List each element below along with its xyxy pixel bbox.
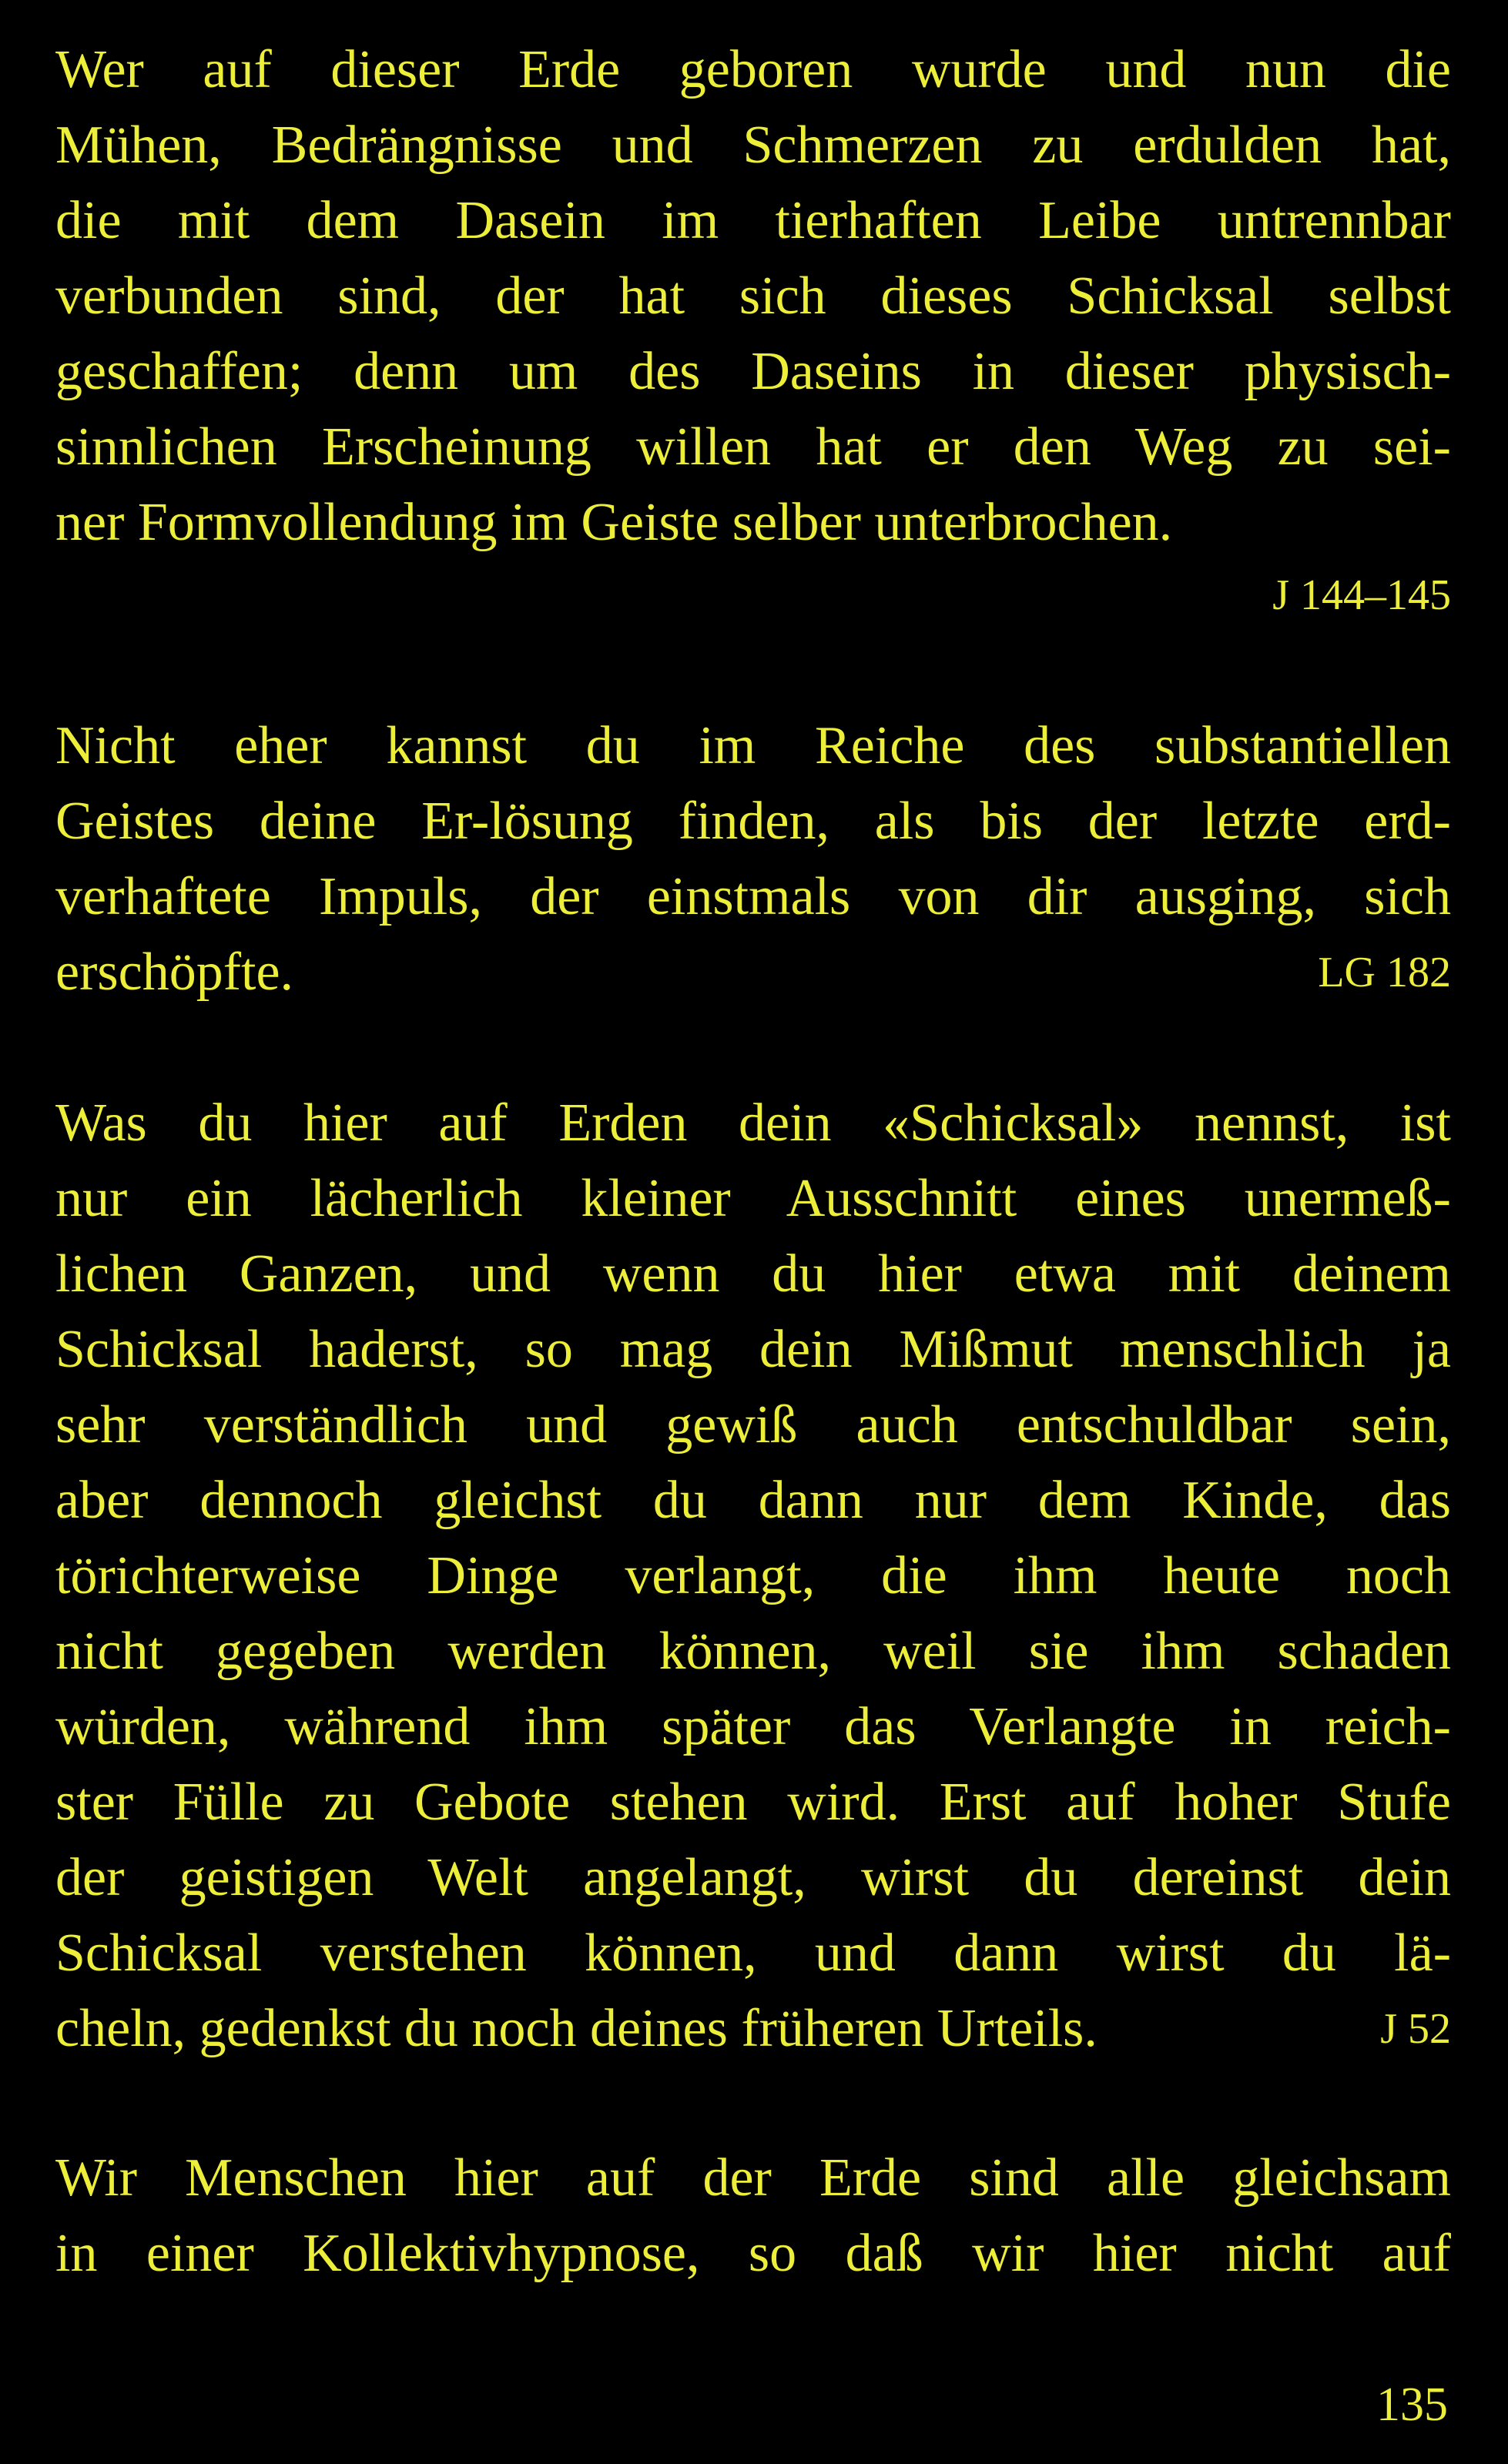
paragraph-1 bbox=[55, 32, 1451, 561]
text-line: Mühen, Bedrängnisse und Schmerzen zu erdulden hat, bbox=[55, 116, 1451, 175]
source-reference: J 52 bbox=[1380, 2005, 1451, 2053]
text-line: törichterweise Dinge verlangt, die ihm heute noch bbox=[55, 1546, 1451, 1605]
source-reference: LG 182 bbox=[1318, 949, 1451, 996]
text-line: verhaftete Impuls, der einstmals von dir ausging, sich bbox=[55, 867, 1451, 926]
source-reference: J 144–145 bbox=[1272, 571, 1451, 619]
text-line: sinnlichen Erscheinung willen hat er den Weg zu sei- bbox=[55, 417, 1451, 477]
text-line: verbunden sind, der hat sich dieses Schicksal selbst bbox=[55, 266, 1451, 326]
text-line: nicht gegeben werden können, weil sie ihm schaden bbox=[55, 1622, 1451, 1681]
text-line: geschaffen; denn um des Daseins in dieser physisch- bbox=[55, 342, 1451, 401]
text-line: ster Fülle zu Gebote stehen wird. Erst auf hoher Stufe bbox=[55, 1773, 1451, 1832]
page-number: 135 bbox=[1376, 2379, 1448, 2431]
text-line-content: cheln, gedenkst du noch deines früheren Urteils. bbox=[55, 1999, 1097, 2058]
text-line: die mit dem Dasein im tierhaften Leibe untrennbar bbox=[55, 191, 1451, 250]
text-line bbox=[55, 1991, 1451, 2067]
text-line: der geistigen Welt angelangt, wirst du dereinst dein bbox=[55, 1848, 1451, 1907]
text-line bbox=[55, 935, 1451, 1010]
paragraph-2 bbox=[55, 708, 1451, 1010]
paragraph-3 bbox=[55, 1086, 1451, 2067]
text-line: aber dennoch gleichst du dann nur dem Kinde, das bbox=[55, 1471, 1451, 1530]
text-line: in einer Kollektivhypnose, so daß wir hier nicht auf bbox=[55, 2224, 1451, 2283]
text-line: würden, während ihm später das Verlangte in reich- bbox=[55, 1697, 1451, 1756]
text-line: Wer auf dieser Erde geboren wurde und nun die bbox=[55, 40, 1451, 99]
text-line: Schicksal haderst, so mag dein Mißmut menschlich ja bbox=[55, 1320, 1451, 1379]
text-line: Was du hier auf Erden dein «Schicksal» nennst, ist bbox=[55, 1093, 1451, 1153]
text-line: sehr verständlich und gewiß auch entschuldbar sein, bbox=[55, 1395, 1451, 1455]
text-line: ner Formvollendung im Geiste selber unterbrochen. bbox=[55, 493, 1173, 552]
text-line: Schicksal verstehen können, und dann wirst du lä- bbox=[55, 1923, 1451, 1983]
text-line: nur ein lächerlich kleiner Ausschnitt eines unermeß- bbox=[55, 1169, 1451, 1228]
text-line-content: erschöpfte. bbox=[55, 942, 294, 1002]
text-line: Wir Menschen hier auf der Erde sind alle gleichsam bbox=[55, 2148, 1451, 2208]
text-line: Geistes deine Er-lösung finden, als bis der letzte erd- bbox=[55, 792, 1451, 851]
text-line: Nicht eher kannst du im Reiche des substantiellen bbox=[55, 716, 1451, 775]
paragraph-4 bbox=[55, 2141, 1451, 2292]
text-line: lichen Ganzen, und wenn du hier etwa mit deinem bbox=[55, 1244, 1451, 1304]
